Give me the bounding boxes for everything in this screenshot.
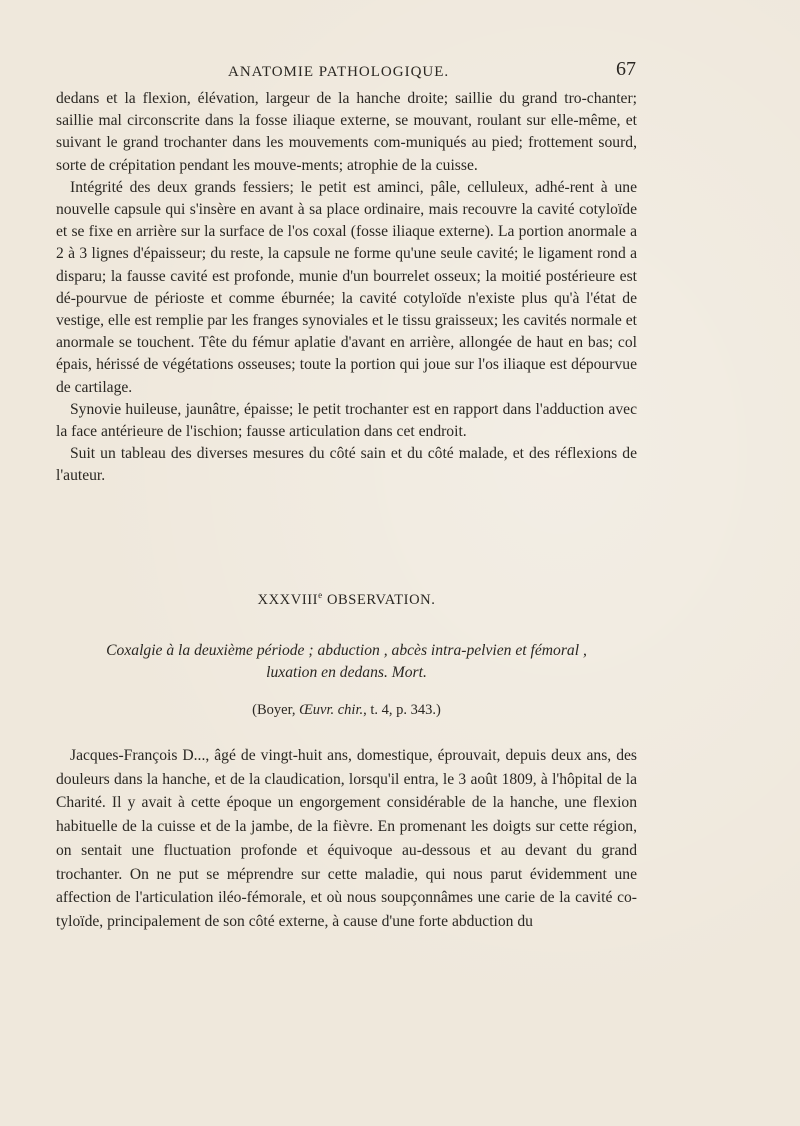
paragraph: Intégrité des deux grands fessiers; le petit est aminci, pâle, celluleux, adhé-rent à une nouvelle capsule qui s'insère en avant à sa place ordinaire, mais recouvre la cavité cotyloïde et se fixe en arrière sur la surface de l'os coxal (fosse iliaque externe). La portion anormale a 2 à 3 lignes d'épaisseur; du reste, la capsule ne forme qu'une seule cavité; le ligament rond a disparu; la fausse cavité est profonde, munie d'un bourrelet osseux; la moitié postérieure est dé-pourvue de périoste et comme éburnée; la cavité cotyloïde n'existe plus qu'à l'état de vestige, elle est remplie par les franges synoviales et le tissu graisseux; les cavités normale et anormale se touchent. Tête du fémur aplatie d'avant en arrière, allongée de haut en bas; col épais, hérissé de végétations osseuses; toute la portion qui joue sur l'os iliaque est dépourvue de cartilage. [56,178,637,396]
paragraph: Suit un tableau des diverses mesures du côté sain et du côté malade, et des réflexions de l'auteur. [56,445,637,485]
paragraph: Jacques-François D..., âgé de vingt-huit ans, domestique, éprouvait, depuis deux ans, des douleurs dans la hanche, et de la claudication, lorsqu'il entra, le 3 août 1809, à l'hôpital de la Charité. Il y avait à cette époque un engorgement considérable de la hanche, une flexion habituelle de la cuisse et de la jambe, de la fièvre. En promenant les doigts sur cette région, on sentait une fluctuation profonde et équivoque au-dessous et au devant du grand trochanter. On ne put se méprendre sur cette maladie, qui nous parut évidemment une affection de l'articulation iléo-fémorale, et où nous soupçonnâmes une carie de la cavité co-tyloïde, principalement de son côté externe, à cause d'une forte abduction du [56,747,637,930]
source-suffix: , t. 4, p. 343.) [363,702,441,718]
source-prefix: (Boyer, [252,702,296,718]
paragraph: dedans et la flexion, élévation, largeur de la hanche droite; saillie du grand tro-chanter; saillie mal circonscrite dans la fosse iliaque externe, se mouvant, roulant sur elle-même, et suivant le grand trochanter dans les mouvements com-muniqués au pied; frottement sourd, sorte de crépitation pendant les mouve-ments; atrophie de la cuisse. [56,90,637,174]
source-work: Œuvr. chir. [299,702,364,718]
observation-subtitle [56,640,637,684]
observation-numeral: XXXVIII [257,591,319,608]
running-head: ANATOMIE PATHOLOGIQUE. [228,64,450,80]
observation-subtitle-line: Coxalgie à la deuxième période ; abduction , abcès intra-pelvien et fémoral , [106,642,587,659]
observation-title-word: OBSERVATION. [326,591,436,608]
observation-text [56,744,637,934]
observation-source [56,702,637,719]
page-number: 67 [616,58,636,80]
paragraph: Synovie huileuse, jaunâtre, épaisse; le petit trochanter est en rapport dans l'adduction avec la face antérieure de l'ischion; fausse articulation dans cet endroit. [56,400,637,441]
observation-title [56,590,637,609]
page-header [56,58,636,88]
observation-subtitle-line: luxation en dedans. Mort. [266,664,427,681]
observation-numeral-superscript: e [318,590,323,600]
body-text [56,88,637,488]
